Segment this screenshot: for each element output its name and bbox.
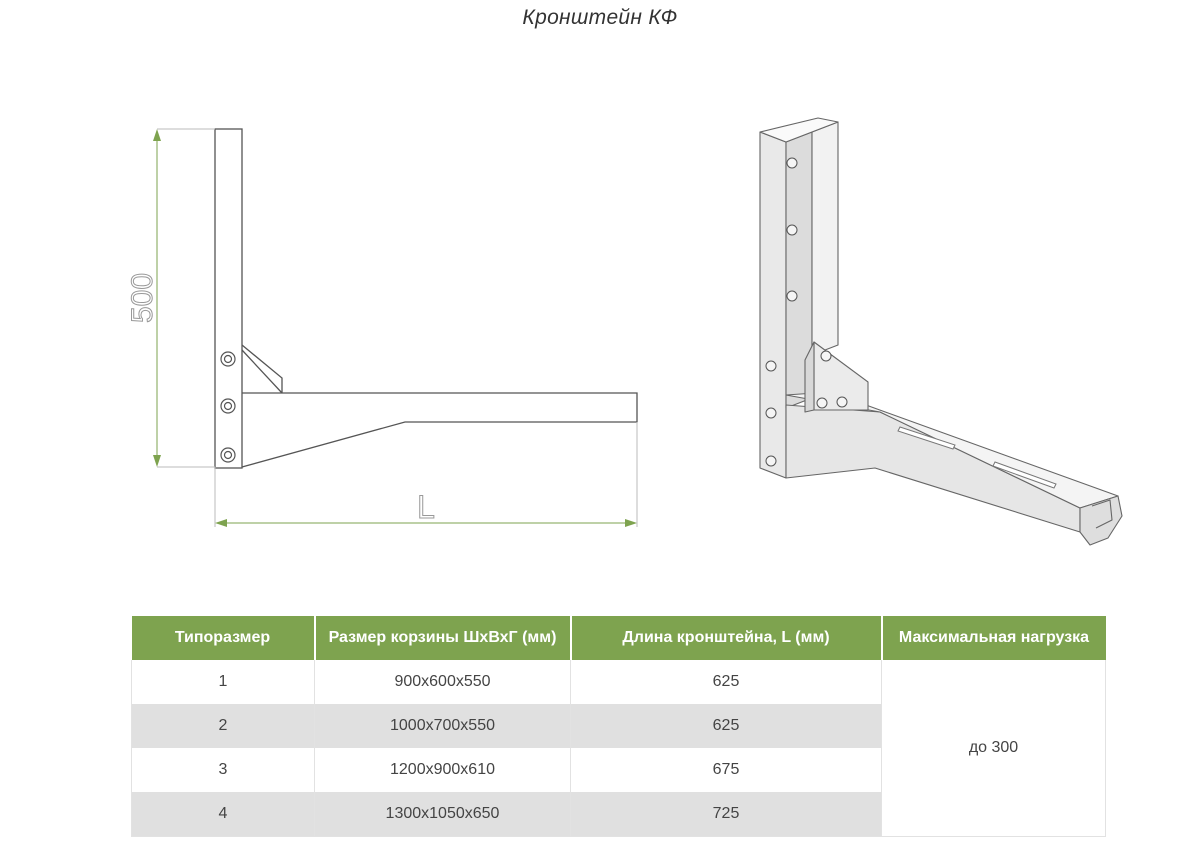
cell-basket-size: 1300х1050х650	[315, 792, 571, 837]
cell-bracket-length: 625	[571, 704, 882, 748]
length-label: L	[417, 489, 435, 525]
cell-bracket-length: 725	[571, 792, 882, 837]
header-basket-size: Размер корзины ШхВхГ (мм)	[315, 616, 571, 660]
page-title: Кронштейн КФ	[522, 6, 678, 29]
header-max-load: Максимальная нагрузка	[882, 616, 1106, 660]
header-type: Типоразмер	[132, 616, 315, 660]
cell-max-load: до 300	[882, 660, 1106, 837]
bolt-icon	[221, 352, 235, 462]
height-label: 500	[126, 272, 159, 324]
cell-type: 1	[132, 660, 315, 704]
height-dimension	[153, 129, 215, 467]
table-header-row	[132, 616, 1106, 660]
spec-table	[131, 616, 1106, 837]
bracket-3d-view	[760, 118, 1122, 545]
cell-bracket-length: 625	[571, 660, 882, 704]
cell-type: 4	[132, 792, 315, 837]
header-bracket-length: Длина кронштейна, L (мм)	[571, 616, 882, 660]
bracket-side-view	[215, 129, 637, 468]
cell-bracket-length: 675	[571, 748, 882, 792]
cell-basket-size: 1200х900х610	[315, 748, 571, 792]
cell-basket-size: 900х600х550	[315, 660, 571, 704]
cell-type: 2	[132, 704, 315, 748]
table-row	[132, 660, 1106, 704]
cell-basket-size: 1000х700х550	[315, 704, 571, 748]
cell-type: 3	[132, 748, 315, 792]
